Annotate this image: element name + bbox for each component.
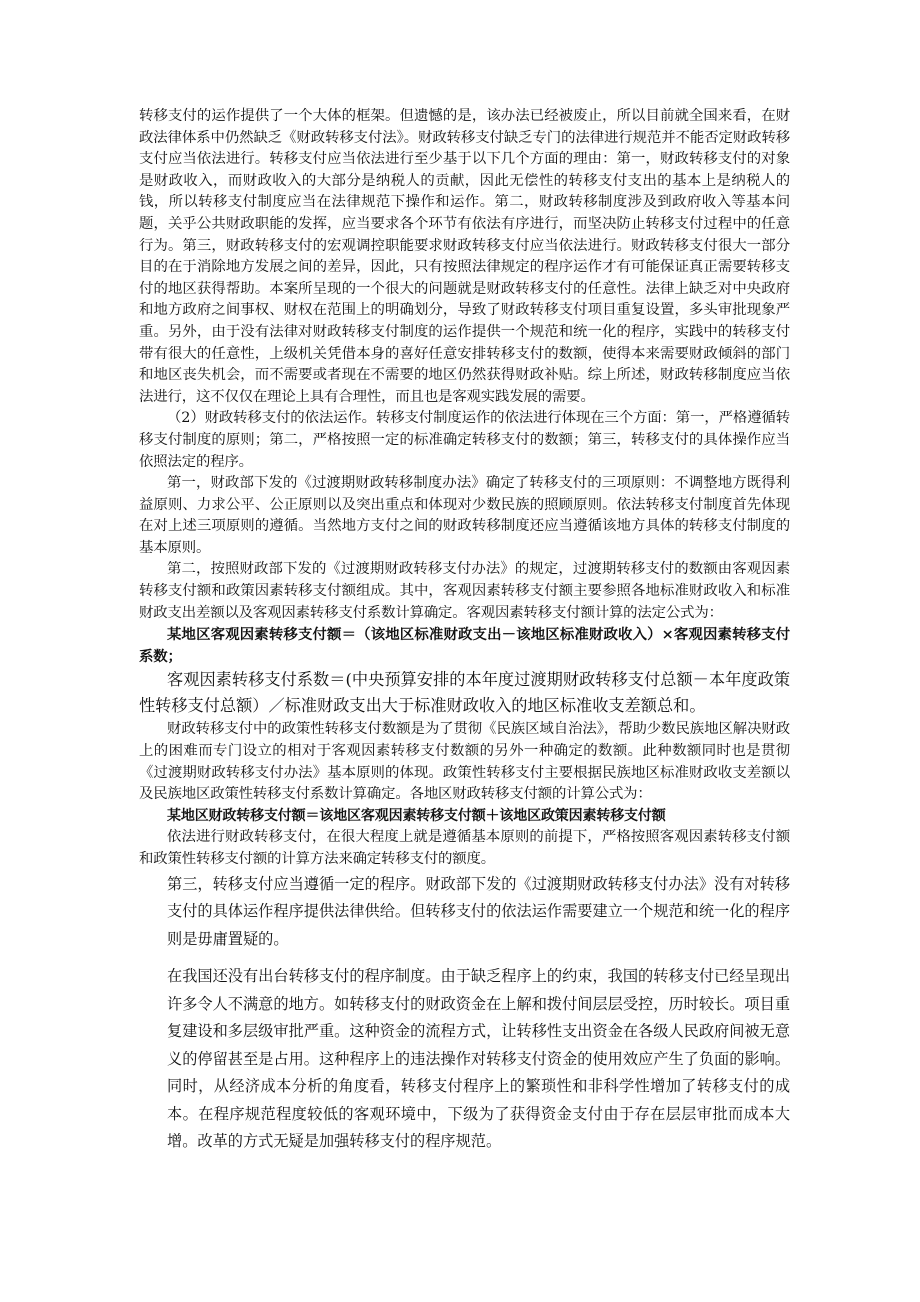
paragraph-procedure: 第三，转移支付应当遵循一定的程序。财政部下发的《过渡期财政转移支付办法》没有对转移支付的具体运作程序提供法律供给。但转移支付的依法运作需要建立一个规范和统一化的程序则是毋庸置疑的。: [167, 874, 790, 948]
formula-objective-coefficient: 客观因素转移支付系数＝(中央预算安排的本年度过渡期财政转移支付总额－本年度政策性转移支付总额）／标准财政支出大于标准财政收入的地区标准收支差额总和。: [139, 670, 790, 716]
paragraph-policy-transfer: 财政转移支付中的政策性转移支付数额是为了贯彻《民族区域自治法》，帮助少数民族地区解决财政上的困难而专门设立的相对于客观因素转移支付数额的另外一种确定的数额。此种数额同时也是贯彻《过渡期财政转移支付办法》基本原则的体现。政策性转移支付主要根据民族地区标准财政收支差额以及民族地区政策性转移支付系数计算确定。各地区财政转移支付额的计算公式为：: [139, 721, 790, 803]
paragraph-lawful-operation: （2）财政转移支付的依法运作。转移支付制度运作的依法进行体现在三个方面：第一，严格遵循转移支付制度的原则；第二，严格按照一定的标准确定转移支付的数额；第三，转移支付的具体操作应当依照法定的程序。: [139, 410, 790, 470]
paragraph-calculation-method: 依法进行财政转移支付，在很大程度上就是遵循基本原则的前提下，严格按照客观因素转移支付额和政策性转移支付额的计算方法来确定转移支付的额度。: [139, 829, 790, 867]
document-page: [139, 106, 790, 1156]
paragraph-principles: 第一，财政部下发的《过渡期财政转移制度办法》确定了转移支付的三项原则：不调整地方既得利益原则、力求公平、公正原则以及突出重点和体现对少数民族的照顾原则。依法转移支付制度首先体现在对上述三项原则的遵循。当然地方支付之间的财政转移制度还应当遵循该地方具体的转移支付制度的基本原则。: [139, 475, 790, 556]
paragraph-legal-basis: 转移支付的运作提供了一个大体的框架。但遗憾的是，该办法已经被废止，所以目前就全国来看，在财政法律体系中仍然缺乏《财政转移支付法》。财政转移支付缺乏专门的法律进行规范并不能否定财政转移支付应当依法进行。转移支付应当依法进行至少基于以下几个方面的理由：第一，财政转移支付的对象是财政收入，而财政收入的大部分是纳税人的贡献，因此无偿性的转移支付支出的基本上是纳税人的钱，所以转移支付制度应当在法律规范下操作和运作。第二，财政转移制度涉及到政府收入等基本问题，关乎公共财政职能的发挥，应当要求各个环节有依法有序进行，而坚决防止转移支付过程中的任意行为。第三，财政转移支付的宏观调控职能要求财政转移支付应当依法进行。财政转移支付很大一部分目的在于消除地方发展之间的差异，因此，只有按照法律规定的程序运作才有可能保证真正需要转移支付的地区获得帮助。本案所呈现的一个很大的问题就是财政转移支付的任意性。法律上缺乏对中央政府和地方政府之间事权、财权在范围上的明确划分，导致了财政转移支付项目重复设置，多头审批现象严重。另外，由于没有法律对财政转移支付制度的运作提供一个规范和统一化的程序，实践中的转移支付带有很大的任意性，上级机关凭借本身的喜好任意安排转移支付的数额，使得本来需要财政倾斜的部门和地区丧失机会，而不需要或者现在不需要的地区仍然获得财政补贴。综上所述，财政转移制度应当依法进行，这不仅仅在理论上具有合理性，而且也是客观实践发展的需要。: [139, 108, 790, 405]
paragraph-procedure-reform: 在我国还没有出台转移支付的程序制度。由于缺乏程序上的约束，我国的转移支付已经呈现出许多令人不满意的地方。如转移支付的财政资金在上解和拨付间层层受控，历时较长。项目重复建设和多层级审批严重。这种资金的流程方式，让转移性支出资金在各级人民政府间被无意义的停留甚至是占用。这种程序上的违法操作对转移支付资金的使用效应产生了负面的影响。同时，从经济成本分析的角度看，转移支付程序上的繁琐性和非科学性增加了转移支付的成本。在程序规范程度较低的客观环境中，下级为了获得资金支付由于存在层层审批而成本大增。改革的方式无疑是加强转移支付的程序规范。: [167, 967, 790, 1151]
paragraph-amount-standard: 第二，按照财政部下发的《过渡期财政转移支付办法》的规定，过渡期转移支付的数额由客观因素转移支付额和政策因素转移支付额组成。其中，客观因素转移支付额主要参照各地标准财政收入和标准财政支出差额以及客观因素转移支付系数计算确定。客观因素转移支付额计算的法定公式为：: [139, 561, 790, 621]
formula-total-transfer: 某地区财政转移支付额＝该地区客观因素转移支付额＋该地区政策因素转移支付额: [167, 807, 666, 824]
formula-objective-transfer: 某地区客观因素转移支付额＝（该地区标准财政支出－该地区标准财政收入）×客观因素转移支付系数；: [139, 626, 790, 665]
